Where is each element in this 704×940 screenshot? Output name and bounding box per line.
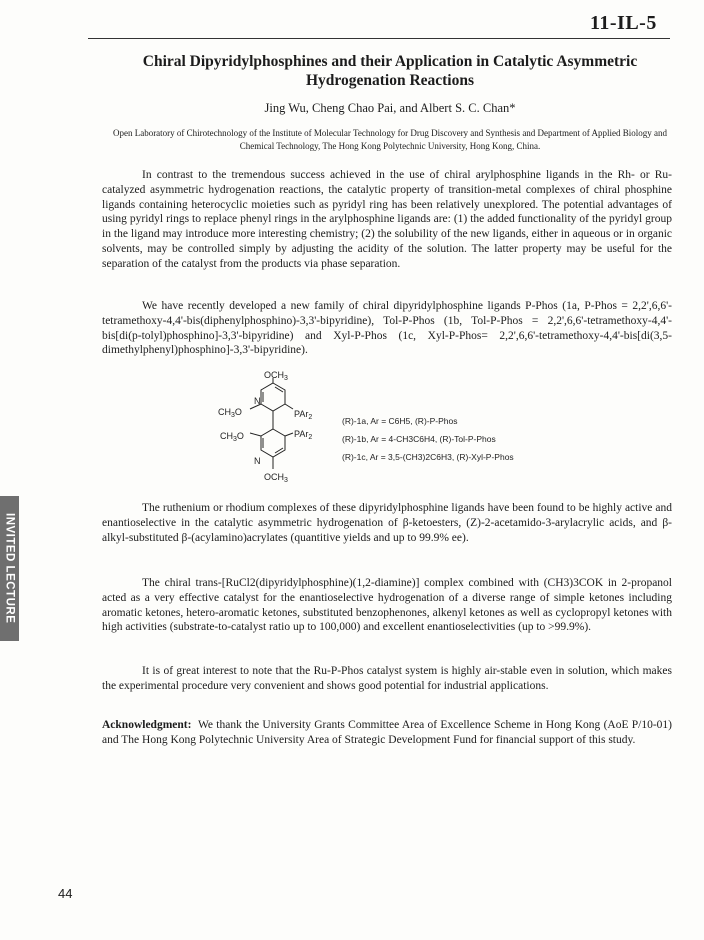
legend-item-1a: (R)-1a, Ar = C6H5, (R)-P-Phos — [342, 416, 458, 426]
ligand-structure-diagram — [210, 367, 340, 492]
methoxy-left-bottom-label: $CH_3O$ — [220, 431, 244, 443]
ligand-legend — [342, 412, 514, 466]
body-paragraph-ligands: We have recently developed a new family of chiral dipyridylphosphine ligands P-Phos (1a, P-Phos = 2,2',6,6'-tetramethoxy-4,4'-bis(diphenylphosphino)-3,3'-bipyridine), Tol-P-Phos (1b, Tol-P-Phos = 2,2',6,6'-tetramethoxy-4,4'-bis[di(p-tolyl)phosphino]-3,3'-bipyridine) and Xyl-P-Phos (1c, Xyl-P-Phos= 2,2',6,6'-tetramethoxy-4,4'-bis[di(3,5-dimethylphenyl)phosphino]-3,3'-bipyridine). — [102, 300, 672, 357]
phosphine-bottom-label: PAr$_2$ — [294, 429, 313, 441]
methoxy-top-label: $OCH_3$ — [264, 370, 288, 382]
header-rule — [88, 38, 670, 39]
phosphine-top-label: PAr$_2$ — [294, 409, 313, 421]
methoxy-left-top-label: $CH_3O$ — [218, 407, 242, 419]
ring-nitrogen-top: N — [254, 396, 261, 406]
paper-title: Chiral Dipyridylphosphines and their Application in Catalytic Asymmetric Hydrogenation Reactions — [142, 53, 638, 89]
author-list: Jing Wu, Cheng Chao Pai, and Albert S. C. Chan* — [264, 101, 516, 115]
affiliation: Open Laboratory of Chirotechnology of the Institute of Molecular Technology for Drug Discovery and Synthesis and Department of Applied Biology and Chemical Technology, The Hong Kong Polytechnic University, Hong Kong, China. — [112, 128, 668, 151]
body-paragraph-intro: In contrast to the tremendous success achieved in the use of chiral arylphosphine ligands in the Rh- or Ru-catalyzed asymmetric hydrogenation reactions, the catalytic property of transition-metal complexes of chiral phosphine ligands containing heterocyclic moieties such as pyridyl ring has been relatively unexplored. The potential advantages of using pyridyl rings to replace phenyl rings in the arylphosphine ligands are: (1) the added functionality of the pyridyl group in the ligand may introduce more interesting chemistry; (2) the solubility of the new ligands, either in aqueous or in organic solvents, may be controlled simply by adjusting the acidity of the solution. The latter property may be useful for the separation of the catalyst from the products via phase separation. — [102, 169, 672, 270]
body-paragraph-stability: It is of great interest to note that the Ru-P-Phos catalyst system is highly air-stable even in solution, which makes the experimental procedure very convenient and shows good potential for industrial applications. — [102, 665, 672, 692]
methoxy-bottom-label: $OCH_3$ — [264, 472, 288, 484]
invited-lecture-tab — [0, 496, 19, 641]
body-paragraph-ketones: The chiral trans-[RuCl2(dipyridylphosphine)(1,2-diamine)] complex combined with (CH3)3COK in 2-propanol acted as a very effective catalyst for the enantioselective hydrogenation of a diverse range of simple ketones including aromatic ketones, hetero-aromatic ketones, substituted benzophenones, alkenyl ketones as well as cyclopropyl ketones with high activities (substrate-to-catalyst ratio up to 100,000) and excellent enantioselectivities (up to >99.9%). — [102, 577, 672, 634]
body-paragraph-complexes: The ruthenium or rhodium complexes of these dipyridylphosphine ligands have been found to be highly active and enantioselective in the catalytic asymmetric hydrogenation of β-ketoesters, (Z)-2-acetamido-3-arylacrylic acids, and β-alkyl-substituted β-(acylamino)acrylates (quantitive yields and up to 99.9% ee). — [102, 502, 672, 544]
acknowledgment-label: Acknowledgment: — [102, 719, 192, 731]
acknowledgment-text: We thank the University Grants Committee Area of Excellence Scheme in Hong Kong (AoE P/10-01) and The Hong Kong Polytechnic University Area of Strategic Development Fund for financial support of this study. — [102, 719, 672, 746]
acknowledgment — [102, 718, 672, 748]
session-code: 11-IL-5 — [590, 12, 657, 34]
legend-item-1b: (R)-1b, Ar = 4-CH3C6H4, (R)-Tol-P-Phos — [342, 434, 496, 444]
invited-lecture-label: INVITED LECTURE — [3, 513, 16, 624]
legend-item-1c: (R)-1c, Ar = 3,5-(CH3)2C6H3, (R)-Xyl-P-Phos — [342, 452, 514, 462]
page-number: 44 — [58, 886, 73, 901]
ring-nitrogen-bottom: N — [254, 456, 261, 466]
